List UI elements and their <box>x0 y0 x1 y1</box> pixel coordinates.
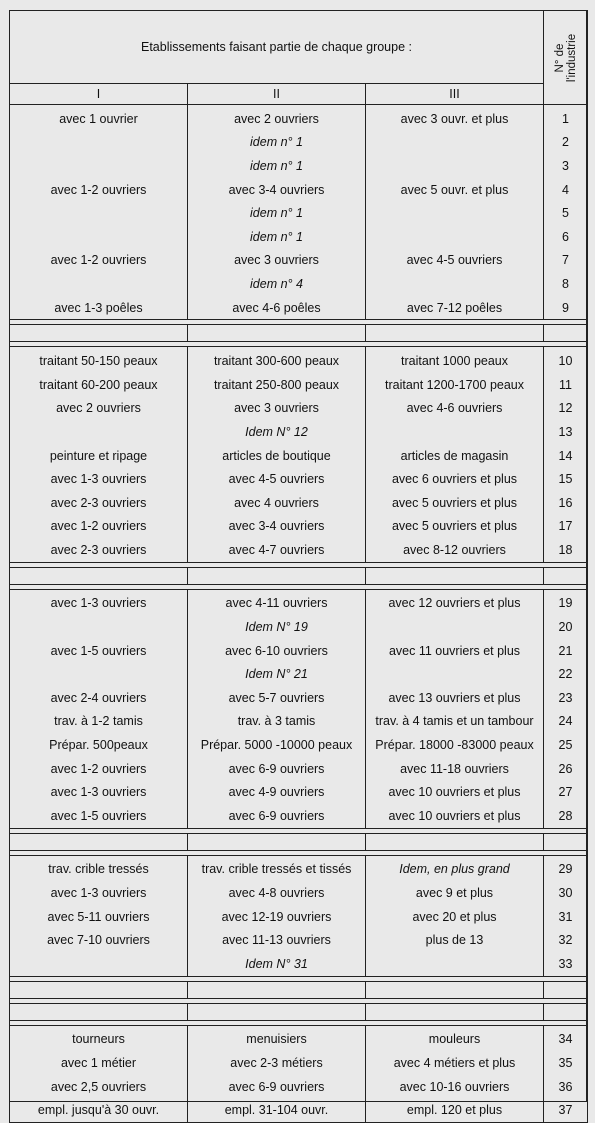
group-ii-cell: Idem N° 19 <box>188 615 366 639</box>
industry-number-header <box>544 11 588 105</box>
group-iii-cell: plus de 13 <box>366 928 544 952</box>
table-row <box>10 515 588 539</box>
group-i-cell: avec 1-3 ouvriers <box>10 881 188 905</box>
empty-spacer-row <box>10 833 588 850</box>
group-iii-cell: mouleurs <box>366 1025 544 1051</box>
group-ii-cell: traitant 300-600 peaux <box>188 347 366 373</box>
industry-number-cell: 6 <box>544 225 588 249</box>
industry-number-cell: 8 <box>544 272 588 296</box>
empty-cell <box>366 833 544 850</box>
group-header-iii: III <box>366 84 544 105</box>
table-row <box>10 1098 588 1122</box>
empty-cell <box>10 833 188 850</box>
table-row <box>10 1075 588 1099</box>
industry-number-cell: 1 <box>544 105 588 131</box>
group-iii-cell <box>366 662 544 686</box>
group-i-cell: trav. à 1-2 tamis <box>10 710 188 734</box>
table-row <box>10 639 588 663</box>
industry-number-cell: 13 <box>544 420 588 444</box>
group-ii-cell: articles de boutique <box>188 444 366 468</box>
industry-number-cell: 37 <box>544 1098 588 1122</box>
table-row <box>10 131 588 155</box>
group-i-cell: avec 2 ouvriers <box>10 397 188 421</box>
empty-cell <box>188 325 366 342</box>
group-ii-cell: avec 6-10 ouvriers <box>188 639 366 663</box>
table-row <box>10 491 588 515</box>
group-iii-cell: avec 9 et plus <box>366 881 544 905</box>
group-i-cell: avec 2,5 ouvriers <box>10 1075 188 1099</box>
group-ii-cell: Idem N° 31 <box>188 952 366 976</box>
empty-cell <box>188 981 366 998</box>
table-row <box>10 397 588 421</box>
industry-number-cell: 16 <box>544 491 588 515</box>
table-row <box>10 420 588 444</box>
industry-number-cell: 36 <box>544 1075 588 1099</box>
group-i-cell: avec 1-2 ouvriers <box>10 515 188 539</box>
group-ii-cell: avec 3-4 ouvriers <box>188 515 366 539</box>
table-row <box>10 201 588 225</box>
empty-cell <box>10 981 188 998</box>
empty-cell <box>366 981 544 998</box>
group-ii-cell: idem n° 4 <box>188 272 366 296</box>
group-iii-cell: avec 4 métiers et plus <box>366 1051 544 1075</box>
group-i-cell: avec 1-3 ouvriers <box>10 780 188 804</box>
table-title: Etablissements faisant partie de chaque groupe : <box>10 11 544 84</box>
empty-cell <box>544 567 588 584</box>
empty-cell <box>188 833 366 850</box>
empty-cell <box>544 981 588 998</box>
industry-number-cell: 12 <box>544 397 588 421</box>
industry-number-cell: 23 <box>544 686 588 710</box>
group-i-cell <box>10 662 188 686</box>
group-ii-cell: avec 3 ouvriers <box>188 397 366 421</box>
group-i-cell: avec 1-3 ouvriers <box>10 467 188 491</box>
group-iii-cell: avec 12 ouvriers et plus <box>366 589 544 615</box>
industry-number-cell: 34 <box>544 1025 588 1051</box>
group-iii-cell: Idem, en plus grand <box>366 855 544 881</box>
empty-cell <box>544 1003 588 1020</box>
group-i-cell: avec 1-5 ouvriers <box>10 804 188 828</box>
empty-cell <box>10 325 188 342</box>
group-i-cell <box>10 154 188 178</box>
table-row <box>10 1051 588 1075</box>
group-i-cell: peinture et ripage <box>10 444 188 468</box>
group-iii-cell: traitant 1000 peaux <box>366 347 544 373</box>
empty-spacer-row <box>10 1003 588 1020</box>
group-header-ii: II <box>188 84 366 105</box>
group-iii-cell <box>366 420 544 444</box>
empty-cell <box>366 567 544 584</box>
group-ii-cell: avec 12-19 ouvriers <box>188 905 366 929</box>
group-i-cell <box>10 615 188 639</box>
table-row <box>10 538 588 562</box>
empty-cell <box>366 1003 544 1020</box>
group-i-cell: avec 2-3 ouvriers <box>10 538 188 562</box>
group-iii-cell: avec 5 ouvr. et plus <box>366 178 544 202</box>
industry-number-cell: 19 <box>544 589 588 615</box>
table-row <box>10 780 588 804</box>
industry-number-cell: 30 <box>544 881 588 905</box>
industry-number-cell: 35 <box>544 1051 588 1075</box>
group-iii-cell: avec 13 ouvriers et plus <box>366 686 544 710</box>
group-ii-cell: avec 6-9 ouvriers <box>188 804 366 828</box>
group-i-cell: Prépar. 500peaux <box>10 733 188 757</box>
group-iii-cell: avec 5 ouvriers et plus <box>366 491 544 515</box>
group-iii-cell: avec 11-18 ouvriers <box>366 757 544 781</box>
empty-cell <box>544 325 588 342</box>
group-iii-cell: avec 10 ouvriers et plus <box>366 780 544 804</box>
group-iii-cell: avec 10 ouvriers et plus <box>366 804 544 828</box>
table-row <box>10 444 588 468</box>
industry-number-cell: 18 <box>544 538 588 562</box>
table-row <box>10 804 588 828</box>
group-i-cell: avec 5-11 ouvriers <box>10 905 188 929</box>
group-iii-cell: empl. 120 et plus <box>366 1098 544 1122</box>
industry-number-cell: 17 <box>544 515 588 539</box>
table-row <box>10 855 588 881</box>
empty-spacer-row <box>10 981 588 998</box>
group-i-cell: avec 1-2 ouvriers <box>10 249 188 273</box>
empty-cell <box>366 325 544 342</box>
group-iii-cell <box>366 201 544 225</box>
group-iii-cell: articles de magasin <box>366 444 544 468</box>
group-ii-cell: traitant 250-800 peaux <box>188 373 366 397</box>
table-row <box>10 225 588 249</box>
table-row <box>10 1025 588 1051</box>
group-iii-cell <box>366 154 544 178</box>
industry-number-cell: 14 <box>544 444 588 468</box>
industry-number-cell: 3 <box>544 154 588 178</box>
group-ii-cell: avec 3 ouvriers <box>188 249 366 273</box>
industry-number-cell: 2 <box>544 131 588 155</box>
group-ii-cell: avec 3-4 ouvriers <box>188 178 366 202</box>
group-i-cell: avec 1 ouvrier <box>10 105 188 131</box>
group-ii-cell: avec 6-9 ouvriers <box>188 757 366 781</box>
industry-number-cell: 9 <box>544 296 588 320</box>
group-iii-cell: avec 4-5 ouvriers <box>366 249 544 273</box>
group-ii-cell: avec 4-8 ouvriers <box>188 881 366 905</box>
industry-number-cell: 24 <box>544 710 588 734</box>
table-row <box>10 178 588 202</box>
industry-number-cell: 27 <box>544 780 588 804</box>
group-ii-cell: avec 4 ouvriers <box>188 491 366 515</box>
group-ii-cell: idem n° 1 <box>188 154 366 178</box>
group-ii-cell: avec 4-5 ouvriers <box>188 467 366 491</box>
table-row <box>10 686 588 710</box>
group-ii-cell: avec 6-9 ouvriers <box>188 1075 366 1099</box>
group-i-cell: avec 1-2 ouvriers <box>10 757 188 781</box>
group-iii-cell: traitant 1200-1700 peaux <box>366 373 544 397</box>
table-row <box>10 733 588 757</box>
group-i-cell: avec 7-10 ouvriers <box>10 928 188 952</box>
group-ii-cell: empl. 31-104 ouvr. <box>188 1098 366 1122</box>
table-row <box>10 881 588 905</box>
industry-number-cell: 33 <box>544 952 588 976</box>
industry-number-cell: 25 <box>544 733 588 757</box>
group-ii-cell: idem n° 1 <box>188 201 366 225</box>
empty-cell <box>10 1003 188 1020</box>
group-iii-cell: avec 3 ouvr. et plus <box>366 105 544 131</box>
table-row <box>10 467 588 491</box>
empty-spacer-row <box>10 325 588 342</box>
group-iii-cell: Prépar. 18000 -83000 peaux <box>366 733 544 757</box>
group-ii-cell: avec 4-6 poêles <box>188 296 366 320</box>
industry-number-cell: 7 <box>544 249 588 273</box>
group-ii-cell: Idem N° 12 <box>188 420 366 444</box>
group-header-i: I <box>10 84 188 105</box>
group-ii-cell: idem n° 1 <box>188 225 366 249</box>
group-ii-cell: avec 11-13 ouvriers <box>188 928 366 952</box>
group-iii-cell: avec 8-12 ouvriers <box>366 538 544 562</box>
group-i-cell: avec 2-3 ouvriers <box>10 491 188 515</box>
group-iii-cell <box>366 615 544 639</box>
empty-cell <box>10 567 188 584</box>
empty-cell <box>544 833 588 850</box>
group-ii-cell: avec 2 ouvriers <box>188 105 366 131</box>
group-iii-cell: avec 11 ouvriers et plus <box>366 639 544 663</box>
group-iii-cell <box>366 272 544 296</box>
group-i-cell: avec 1-3 poêles <box>10 296 188 320</box>
group-i-cell <box>10 201 188 225</box>
group-iii-cell: avec 6 ouvriers et plus <box>366 467 544 491</box>
table-row <box>10 928 588 952</box>
group-i-cell <box>10 420 188 444</box>
industry-number-label-line1: N° de <box>553 43 566 72</box>
industry-number-cell: 5 <box>544 201 588 225</box>
group-ii-cell: Prépar. 5000 -10000 peaux <box>188 733 366 757</box>
group-ii-cell: avec 2-3 métiers <box>188 1051 366 1075</box>
group-i-cell: trav. crible tressés <box>10 855 188 881</box>
empty-cell <box>188 567 366 584</box>
industry-number-cell: 26 <box>544 757 588 781</box>
group-iii-cell: avec 20 et plus <box>366 905 544 929</box>
table-row <box>10 347 588 373</box>
table-row <box>10 662 588 686</box>
empty-spacer-row <box>10 567 588 584</box>
group-i-cell: traitant 60-200 peaux <box>10 373 188 397</box>
group-i-cell: avec 1-3 ouvriers <box>10 589 188 615</box>
table-row <box>10 272 588 296</box>
industry-number-cell: 32 <box>544 928 588 952</box>
group-ii-cell: avec 5-7 ouvriers <box>188 686 366 710</box>
industry-number-cell: 22 <box>544 662 588 686</box>
industry-number-cell: 15 <box>544 467 588 491</box>
group-i-cell: tourneurs <box>10 1025 188 1051</box>
industry-number-cell: 28 <box>544 804 588 828</box>
group-ii-cell: Idem N° 21 <box>188 662 366 686</box>
group-i-cell <box>10 131 188 155</box>
table-row <box>10 952 588 976</box>
table-row <box>10 615 588 639</box>
table-row <box>10 757 588 781</box>
industry-number-cell: 4 <box>544 178 588 202</box>
industry-number-cell: 20 <box>544 615 588 639</box>
table-row <box>10 710 588 734</box>
group-i-cell <box>10 225 188 249</box>
group-ii-cell: trav. à 3 tamis <box>188 710 366 734</box>
industry-number-label-line2: l'industrie <box>565 33 578 82</box>
group-ii-cell: avec 4-9 ouvriers <box>188 780 366 804</box>
group-iii-cell <box>366 131 544 155</box>
group-iii-cell: avec 7-12 poêles <box>366 296 544 320</box>
empty-cell <box>188 1003 366 1020</box>
group-i-cell: avec 1-5 ouvriers <box>10 639 188 663</box>
group-i-cell: avec 1 métier <box>10 1051 188 1075</box>
industry-number-cell: 31 <box>544 905 588 929</box>
group-ii-cell: idem n° 1 <box>188 131 366 155</box>
group-iii-cell: avec 10-16 ouvriers <box>366 1075 544 1099</box>
group-ii-cell: avec 4-11 ouvriers <box>188 589 366 615</box>
group-i-cell: avec 2-4 ouvriers <box>10 686 188 710</box>
table-row <box>10 296 588 320</box>
industry-number-cell: 10 <box>544 347 588 373</box>
table-row <box>10 105 588 131</box>
group-i-cell <box>10 272 188 296</box>
group-i-cell: avec 1-2 ouvriers <box>10 178 188 202</box>
table-row <box>10 154 588 178</box>
group-ii-cell: avec 4-7 ouvriers <box>188 538 366 562</box>
group-iii-cell <box>366 952 544 976</box>
group-i-cell: empl. jusqu'à 30 ouvr. <box>10 1098 188 1122</box>
group-ii-cell: trav. crible tressés et tissés <box>188 855 366 881</box>
group-iii-cell: avec 5 ouvriers et plus <box>366 515 544 539</box>
table-row <box>10 589 588 615</box>
industry-groups-table <box>9 10 588 1123</box>
table-row <box>10 249 588 273</box>
table-row <box>10 373 588 397</box>
industry-groups-table-frame <box>9 10 587 1118</box>
industry-number-cell: 11 <box>544 373 588 397</box>
group-iii-cell <box>366 225 544 249</box>
group-i-cell: traitant 50-150 peaux <box>10 347 188 373</box>
group-ii-cell: menuisiers <box>188 1025 366 1051</box>
industry-number-cell: 29 <box>544 855 588 881</box>
industry-number-cell: 21 <box>544 639 588 663</box>
group-iii-cell: trav. à 4 tamis et un tambour <box>366 710 544 734</box>
group-iii-cell: avec 4-6 ouvriers <box>366 397 544 421</box>
group-i-cell <box>10 952 188 976</box>
table-row <box>10 905 588 929</box>
